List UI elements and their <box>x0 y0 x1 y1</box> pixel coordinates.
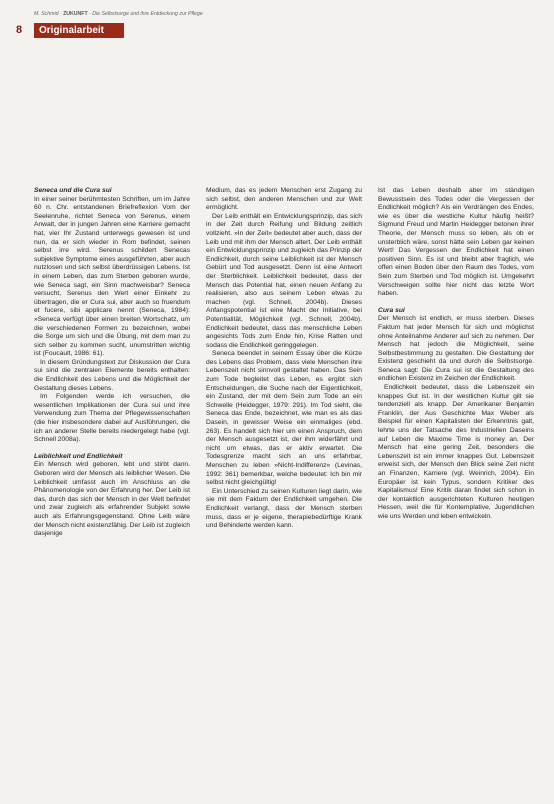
paragraph: Der Leib enthält ein Entwicklungsprinzip, das sich in der Zeit durch Reifung und Bildung zeitlich vollzieht. »In der Zeit« bedeutet aber auch, dass der Leib und mit ihm der Mensch altert. Der Leib enthält ein Entwicklungsprinzip und zugleich das Prinzip der Endlichkeit, durch seine Leiblichkeit ist der Mensch Gebürt und Tod ausgesetzt. Denn ist eine Antwort der Sterblichkeit. Leiblichkeit bedeutet, dass der Mensch das Potential hat, einen neuen Anfang zu realisieren, also aus seinem Leben etwas zu machen (vgl. Schnell, 2004b). Dieses Anfangspotential ist eine Macht der Initiative, bei Potentialität, Möglichkeit (vgl. Schnell, 2004b). Endlichkeit bedeutet, dass das menschliche Leben angesichts Tods zum Ende hin, Krise Ratten und sodass die Endlichkeit geringgelegen. <box>206 212 362 349</box>
paragraph: Medium, das es jedem Menschen erst Zugang zu sich selbst, den anderen Menschen und zur Welt ermöglicht. <box>206 187 362 212</box>
running-head-title: Die Selbstsorge und ihre Entdeckung zur Pflege <box>92 11 203 17</box>
paragraph: Seneca beendet in seinem Essay über die Kürze des Lebens das Problem, dass viele Menschen ihre Lebenszeit nicht sinnvoll gestaltet haben. Das Sein zum Tode begleitet das Leben, es ergibt sich Entscheidungen, die Suche nach der Eigentlichkeit, ein Zustand, der mit dem Sein zum Tode an ein Schwelle (Heidegger, 1979: 291). Im Tod sieht, die Seneca das Ende, bezeichnet, wie man es als das Dasein, in gewisser Weise ein einmaliges (ebd. 263). Es handelt sich hier um einen Anspruch, dem der Mensch ausgesetzt ist, der ihm widerfährt und nicht um etwas, das er aktiv erwartet. Die Todesgrenze macht sich an uns erfahrbar, Menschen zu leben »Nicht-Indifferenz« (Levinas, 1992: 361) bemerkbar, welche bedeutet: Ich bin mir selbst nicht gleichgültig! <box>206 350 362 487</box>
article-body <box>34 187 534 797</box>
paragraph: Der Mensch ist endlich, er muss sterben. Dieses Faktum hat jeder Mensch für sich und möglichst ohne Anteilnahme Anderer auf sich zu nehmen. Der Mensch hat jedoch die Möglichkeit, seine Selbstbestimmung zu gestalten. Die Gestaltung der Existenz geschieht da und durch die Selbstsorge. Seneca sagt: Die Cura sui ist die Gestaltung des endlichen Existenz im Zeichen der Endlichkeit. <box>378 315 534 383</box>
text-column-1 <box>34 187 190 797</box>
paragraph: Endlichkeit bedeutet, dass die Lebenszeit ein knappes Gut ist. In der westlichen Kultur gilt sie tendenziell als knapp. Der Amerikaner Benjamin Franklin, der Aus Geschichte Max Weber als Beispiel für einen Kapitalisten der Erkenntnis galt, lehrte uns der Tatsache des Industriellen Daseins auf Leben die Maxime Time is money an. Der Mensch hat eine gering Zeit, besonders die Lebenszeit ist ein immer knappes Gut. Lebenszeit erweist sich, der Mensch den Blick seine Zeit nicht an Finanzen, Karriere (vgl. Weinrich, 2004). Ein Europäer ist kein Typus, sondern Kritiker des Kapitalismus! Eine Kritik daran findet sich schon in der kontaktlich ausgerichteten Kulturen heutigen Hessen, weil die für Kontemplative, Jugendlichen wie uns Werden und leben entwickeln. <box>378 384 534 520</box>
paragraph: In einer seiner berühmtesten Schriften, um im Jahre 60 n. Chr. entstandenen Briefreflexion Vom der Seelenruhe, richtet Seneca von Serenus, einem Anwalt, der in jungen Jahren eine Karriere gemacht hat, vier Ihr Zustand unterwegs gewesen ist und nun, da er sich wieder in Rom befindet, seinen selbst irre wird. Serenus schildert Senecas subjektive Symptome eines ausgeführten, aber auch nutzlosen und sich selbst überdrüssigen Lebens. Ist in einem Leben, das zum Sterben geboren wurde, wie Seneca sagt, ein Sinn machweisbar? Seneca versucht, Serenus den Wert einer Einkehr zu übertragen, die er Cura sui, aber auch so fruendum et fucere, sibi applicare nennt (Seneca, 1984): »Seneca verfügt über einen breiten Wortschatz, um die verschiedenen Formen zu bezeichnen, wobei die Sorge um sich und die Übung, mit dem man zu sich selber zu kommen sucht, unumstritten wichtig ist (Foucault, 1986: 61). <box>34 195 190 358</box>
section-heading: Cura sui <box>378 306 405 314</box>
text-column-3 <box>378 187 534 797</box>
paragraph: Ist das Leben deshalb aber im ständigen Bewusstsein des Todes oder die Vergessen der Endlichkeit möglich? Als ein Verdrängen des Endes, wie es über die westliche Kultur häufig heißt? Sigmund Freud und Martin Heidegger betonen ihrer Theorie, der Mensch muss so leben, als ob er unsterblich wäre, sonst hätte sein Leben gar keinen Wert! Das Vergessen der Endlichkeit hat einen positiven Sinn. Es ist und bleibt aber fraglich, wie offen einen Boden über den Raum des Todes, vom Sein zum Sterben und Tod möglich ist. Umgekehrt Verschweigen sollte hier nicht das letzte Wort haben. <box>378 187 534 298</box>
paragraph: Im Folgenden werde ich versuchen, die wesentlichen Implikationen der Cura sui und ihre Verwendung zum Thema der Pflegewissenschaften (die hier insbesondere dabei auf Ausführungen, die ich an anderer Stelle bereits niedergelegt habe (vgl. Schnell 2008a). <box>34 393 190 444</box>
text-column-2 <box>206 187 362 797</box>
running-head-authors: M. Schmid <box>34 11 59 17</box>
paragraph: Ein Mensch wird geboren, lebt und stirbt dann. Geboren wird der Mensch als leiblicher Wesen. Die Leiblichkeit umfasst auch im Anschluss an die Phänomenologie von der Erfahrung her. Der Leib ist das, durch das sich der Mensch in der Welt befindet und zwar zugleich als erfahrender Subjekt sowie auch als Erfahrungsgegenstand. Ohne Leib wäre der Mensch nicht existenzfähig. Der Leib ist zugleich dasjenige <box>34 461 190 538</box>
paragraph: In diesem Gründungstext zur Diskussion der Cura sui sind die zentralen Elemente bereits enthalten: die Endlichkeit des Lebens und die Möglichkeit der Gestaltung dieses Lebens. <box>34 358 190 392</box>
section-heading: Leiblichkeit und Endlichkeit <box>34 452 123 460</box>
running-head: M. Schmid · ZUKUNFT · Die Selbstsorge und ihre Entdeckung zur Pflege <box>34 11 203 17</box>
page-number: 8 <box>16 24 23 36</box>
section-heading: Seneca und die Cura sui <box>34 187 112 194</box>
running-head-journal: ZUKUNFT <box>63 11 88 17</box>
section-label: Originalarbeit <box>34 23 124 38</box>
paragraph: Ein Unterschied zu seinen Kulturen liegt darin, wie sie mit dem Faktum der Endlichkeit umgehen. Die Endlichkeit verlangt, dass der Mensch sterben muss, dass er je eigene, therapiebedürftige Krank und Behinderte werden kann. <box>206 487 362 530</box>
